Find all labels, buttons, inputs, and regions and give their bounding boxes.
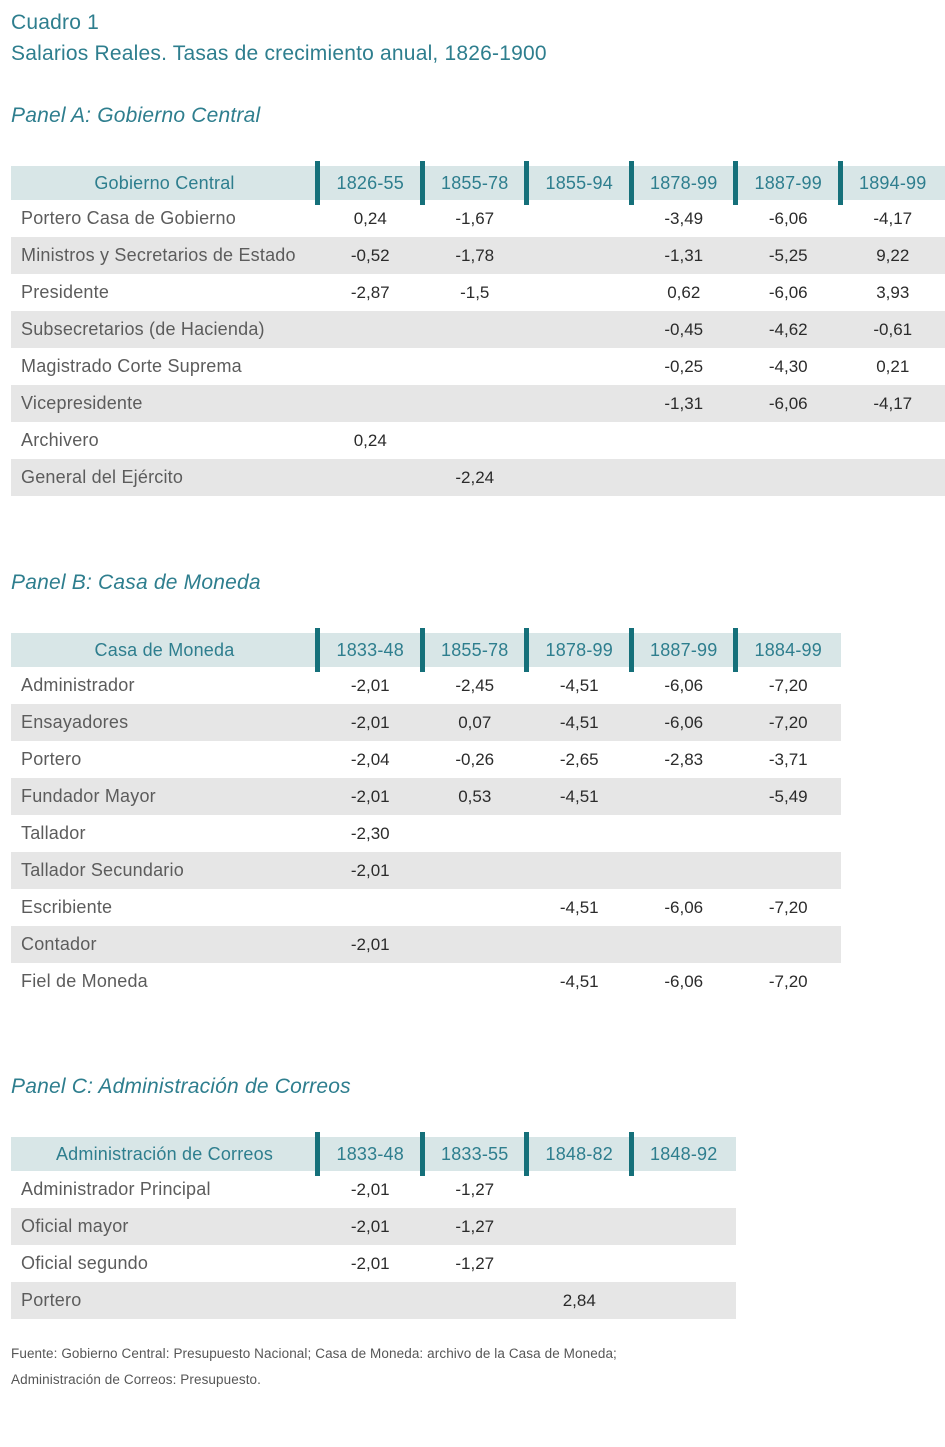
- table-header-row: [11, 1137, 736, 1171]
- column-separator-bar: [629, 1132, 634, 1176]
- column-separator-bar: [629, 161, 634, 205]
- column-header-label: 1887-99: [650, 639, 718, 660]
- table-header-row: [11, 633, 841, 667]
- table-row: [11, 1245, 736, 1282]
- column-header-period: [632, 633, 737, 667]
- table-number: Cuadro 1: [11, 11, 99, 34]
- row-label: General del Ejército: [21, 467, 184, 487]
- cell-value: [632, 1208, 737, 1245]
- cell-value: 0,07: [458, 712, 492, 732]
- column-separator-bar: [524, 628, 529, 672]
- column-header-title: [11, 1137, 318, 1171]
- cell-value: [736, 815, 841, 852]
- cell-value: 9,22: [876, 245, 910, 265]
- column-header-period: [318, 166, 423, 200]
- table-row: [11, 422, 945, 459]
- cell-value: [423, 889, 528, 926]
- cell-value: [423, 926, 528, 963]
- table-row: [11, 926, 841, 963]
- row-label: Tallador: [21, 823, 86, 843]
- row-label: Fiel de Moneda: [21, 971, 148, 991]
- column-header-label: 1878-99: [545, 639, 613, 660]
- panel: [11, 1074, 945, 1319]
- cell-value: -3,49: [664, 208, 704, 228]
- cell-value: [632, 1245, 737, 1282]
- row-label: Portero: [21, 1290, 82, 1310]
- cell-value: [318, 311, 423, 348]
- source-note-line-2: Administración de Correos: Presupuesto.: [11, 1372, 262, 1387]
- panel-heading: Panel C: Administración de Correos: [11, 1075, 351, 1098]
- column-separator-bar: [524, 1132, 529, 1176]
- cell-value: [632, 815, 737, 852]
- cell-value: -2,01: [350, 934, 390, 954]
- cell-value: -4,51: [559, 675, 599, 695]
- column-header-label: Casa de Moneda: [94, 639, 235, 660]
- cell-value: -5,49: [768, 786, 808, 806]
- column-header-period: [736, 633, 841, 667]
- cell-value: [318, 348, 423, 385]
- cell-value: -5,25: [768, 245, 808, 265]
- cell-value: 0,21: [876, 356, 910, 376]
- cell-value: -0,25: [664, 356, 704, 376]
- cell-value: [423, 852, 528, 889]
- cell-value: [632, 422, 737, 459]
- cell-value: -0,52: [350, 245, 390, 265]
- cell-value: [318, 385, 423, 422]
- table-row: [11, 237, 945, 274]
- column-header-period: [527, 166, 632, 200]
- column-header-period: [527, 1137, 632, 1171]
- cell-value: [632, 852, 737, 889]
- table-row: [11, 274, 945, 311]
- table-title: Salarios Reales. Tasas de crecimiento anual, 1826-1900: [11, 42, 547, 65]
- cell-value: -2,01: [350, 860, 390, 880]
- cell-value: 0,62: [667, 282, 701, 302]
- cell-value: [423, 1282, 528, 1319]
- cell-value: -4,17: [873, 208, 913, 228]
- cell-value: [632, 1171, 737, 1208]
- cell-value: -2,30: [350, 823, 390, 843]
- cell-value: [527, 459, 632, 496]
- table-row: [11, 385, 945, 422]
- cell-value: -1,31: [664, 245, 704, 265]
- column-header-period: [423, 1137, 528, 1171]
- table-row: [11, 348, 945, 385]
- cell-value: -6,06: [768, 282, 808, 302]
- row-label: Portero: [21, 749, 82, 769]
- row-label: Portero Casa de Gobierno: [21, 208, 236, 228]
- column-separator-bar: [838, 161, 843, 205]
- cell-value: -6,06: [664, 712, 704, 732]
- cell-value: 3,93: [876, 282, 910, 302]
- cell-value: [527, 348, 632, 385]
- row-label: Tallador Secundario: [21, 860, 184, 880]
- cell-value: -1,27: [455, 1253, 495, 1273]
- column-header-period: [632, 166, 737, 200]
- cell-value: [527, 1171, 632, 1208]
- column-header-period: [423, 633, 528, 667]
- data-table: [11, 633, 841, 1000]
- cell-value: [318, 1282, 423, 1319]
- column-separator-bar: [315, 161, 320, 205]
- cell-value: -2,65: [559, 749, 599, 769]
- table-row: [11, 459, 945, 496]
- cell-value: -7,20: [768, 712, 808, 732]
- column-header-title: [11, 633, 318, 667]
- column-header-period: [318, 1137, 423, 1171]
- column-header-label: 1855-94: [545, 172, 613, 193]
- table-row: [11, 852, 841, 889]
- cell-value: 0,24: [353, 430, 387, 450]
- cell-value: -2,01: [350, 675, 390, 695]
- column-header-label: 1887-99: [754, 172, 822, 193]
- cell-value: [318, 459, 423, 496]
- cell-value: [632, 778, 737, 815]
- cell-value: [527, 311, 632, 348]
- cell-value: [527, 852, 632, 889]
- cell-value: -2,01: [350, 786, 390, 806]
- cell-value: [632, 926, 737, 963]
- cell-value: -4,51: [559, 897, 599, 917]
- table-row: [11, 1171, 736, 1208]
- cell-value: [527, 237, 632, 274]
- table-row: [11, 1208, 736, 1245]
- row-label: Administrador Principal: [21, 1179, 211, 1199]
- column-separator-bar: [629, 628, 634, 672]
- column-header-title: [11, 166, 318, 200]
- cell-value: -0,45: [664, 319, 704, 339]
- cell-value: -2,01: [350, 1216, 390, 1236]
- column-separator-bar: [733, 628, 738, 672]
- cell-value: -2,83: [664, 749, 704, 769]
- cell-value: [736, 459, 841, 496]
- cell-value: [423, 815, 528, 852]
- cell-value: -7,20: [768, 971, 808, 991]
- cell-value: -2,87: [350, 282, 390, 302]
- source-note: [11, 1341, 945, 1393]
- cell-value: [527, 815, 632, 852]
- row-label: Presidente: [21, 282, 110, 302]
- cell-value: -6,06: [664, 675, 704, 695]
- cell-value: [527, 274, 632, 311]
- table-row: [11, 200, 945, 237]
- cell-value: [527, 1245, 632, 1282]
- row-label: Oficial mayor: [21, 1216, 129, 1236]
- table-row: [11, 311, 945, 348]
- cell-value: -2,45: [455, 675, 495, 695]
- cell-value: -3,71: [768, 749, 808, 769]
- row-label: Fundador Mayor: [21, 786, 156, 806]
- cell-value: [527, 200, 632, 237]
- column-header-label: 1848-82: [545, 1143, 613, 1164]
- table-row: [11, 889, 841, 926]
- cell-value: [841, 459, 945, 496]
- row-label: Ministros y Secretarios de Estado: [21, 245, 296, 265]
- column-header-label: 1855-78: [441, 172, 509, 193]
- cell-value: [423, 311, 528, 348]
- cell-value: [736, 852, 841, 889]
- column-header-label: Administración de Correos: [55, 1143, 274, 1164]
- cell-value: 0,53: [458, 786, 492, 806]
- column-header-label: 1848-92: [650, 1143, 718, 1164]
- column-header-label: 1894-99: [859, 172, 927, 193]
- column-separator-bar: [420, 161, 425, 205]
- cell-value: [527, 385, 632, 422]
- column-header-label: Gobierno Central: [94, 172, 235, 193]
- cell-value: [632, 459, 737, 496]
- cell-value: [632, 1282, 737, 1319]
- cell-value: -2,01: [350, 1179, 390, 1199]
- cell-value: -7,20: [768, 675, 808, 695]
- column-header-label: 1826-55: [336, 172, 404, 193]
- cell-value: 2,84: [562, 1290, 596, 1310]
- cell-value: -4,51: [559, 786, 599, 806]
- panel-heading: Panel B: Casa de Moneda: [11, 571, 261, 594]
- cell-value: -1,27: [455, 1216, 495, 1236]
- column-header-period: [736, 166, 841, 200]
- cell-value: [736, 422, 841, 459]
- panel: [11, 570, 945, 1000]
- cell-value: -2,01: [350, 1253, 390, 1273]
- cell-value: [423, 348, 528, 385]
- row-label: Escribiente: [21, 897, 113, 917]
- row-label: Vicepresidente: [21, 393, 143, 413]
- table-row: [11, 815, 841, 852]
- cell-value: [736, 926, 841, 963]
- cell-value: -7,20: [768, 897, 808, 917]
- table-row: [11, 963, 841, 1000]
- column-header-label: 1833-48: [336, 1143, 404, 1164]
- column-header-label: 1833-48: [336, 639, 404, 660]
- cell-value: [318, 963, 423, 1000]
- cell-value: [841, 422, 945, 459]
- column-header-period: [318, 633, 423, 667]
- table-row: [11, 778, 841, 815]
- column-separator-bar: [524, 161, 529, 205]
- table-row: [11, 667, 841, 704]
- data-table: [11, 166, 945, 496]
- table-row: [11, 704, 841, 741]
- column-separator-bar: [315, 1132, 320, 1176]
- cell-value: [318, 889, 423, 926]
- cell-value: -6,06: [768, 393, 808, 413]
- row-label: Archivero: [21, 430, 99, 450]
- table-header-row: [11, 166, 945, 200]
- column-header-period: [527, 633, 632, 667]
- cell-value: -6,06: [664, 971, 704, 991]
- column-header-period: [841, 166, 945, 200]
- column-header-label: 1833-55: [441, 1143, 509, 1164]
- cell-value: -6,06: [664, 897, 704, 917]
- column-header-label: 1855-78: [441, 639, 509, 660]
- row-label: Ensayadores: [21, 712, 129, 732]
- cell-value: -1,78: [455, 245, 495, 265]
- cell-value: [423, 422, 528, 459]
- cell-value: [423, 385, 528, 422]
- row-label: Oficial segundo: [21, 1253, 149, 1273]
- column-header-period: [423, 166, 528, 200]
- cell-value: -4,17: [873, 393, 913, 413]
- cell-value: -2,01: [350, 712, 390, 732]
- column-separator-bar: [420, 1132, 425, 1176]
- column-separator-bar: [733, 161, 738, 205]
- table-row: [11, 1282, 736, 1319]
- cell-value: -4,51: [559, 971, 599, 991]
- row-label: Subsecretarios (de Hacienda): [21, 319, 265, 339]
- cell-value: -6,06: [768, 208, 808, 228]
- cell-value: -0,61: [873, 319, 913, 339]
- cell-value: -1,5: [460, 282, 490, 302]
- cell-value: [423, 963, 528, 1000]
- cell-value: [527, 422, 632, 459]
- cell-value: 0,24: [353, 208, 387, 228]
- cell-value: -4,62: [768, 319, 808, 339]
- row-label: Magistrado Corte Suprema: [21, 356, 242, 376]
- table-row: [11, 741, 841, 778]
- panels-container: [11, 103, 945, 1319]
- column-header-label: 1878-99: [650, 172, 718, 193]
- cell-value: -0,26: [455, 749, 495, 769]
- column-separator-bar: [420, 628, 425, 672]
- cell-value: -2,24: [455, 467, 495, 487]
- source-note-line-1: Fuente: Gobierno Central: Presupuesto Nacional; Casa de Moneda: archivo de la Casa de Moneda;: [11, 1346, 617, 1361]
- cell-value: -1,67: [455, 208, 495, 228]
- column-separator-bar: [315, 628, 320, 672]
- cell-value: -2,04: [350, 749, 390, 769]
- cell-value: [527, 1208, 632, 1245]
- cell-value: [527, 926, 632, 963]
- cell-value: -4,30: [768, 356, 808, 376]
- panel: [11, 103, 945, 496]
- cell-value: -4,51: [559, 712, 599, 732]
- panel-heading: Panel A: Gobierno Central: [11, 104, 261, 127]
- row-label: Administrador: [21, 675, 135, 695]
- data-table: [11, 1137, 736, 1319]
- row-label: Contador: [21, 934, 97, 954]
- column-header-label: 1884-99: [754, 639, 822, 660]
- cell-value: -1,31: [664, 393, 704, 413]
- column-header-period: [632, 1137, 737, 1171]
- cell-value: -1,27: [455, 1179, 495, 1199]
